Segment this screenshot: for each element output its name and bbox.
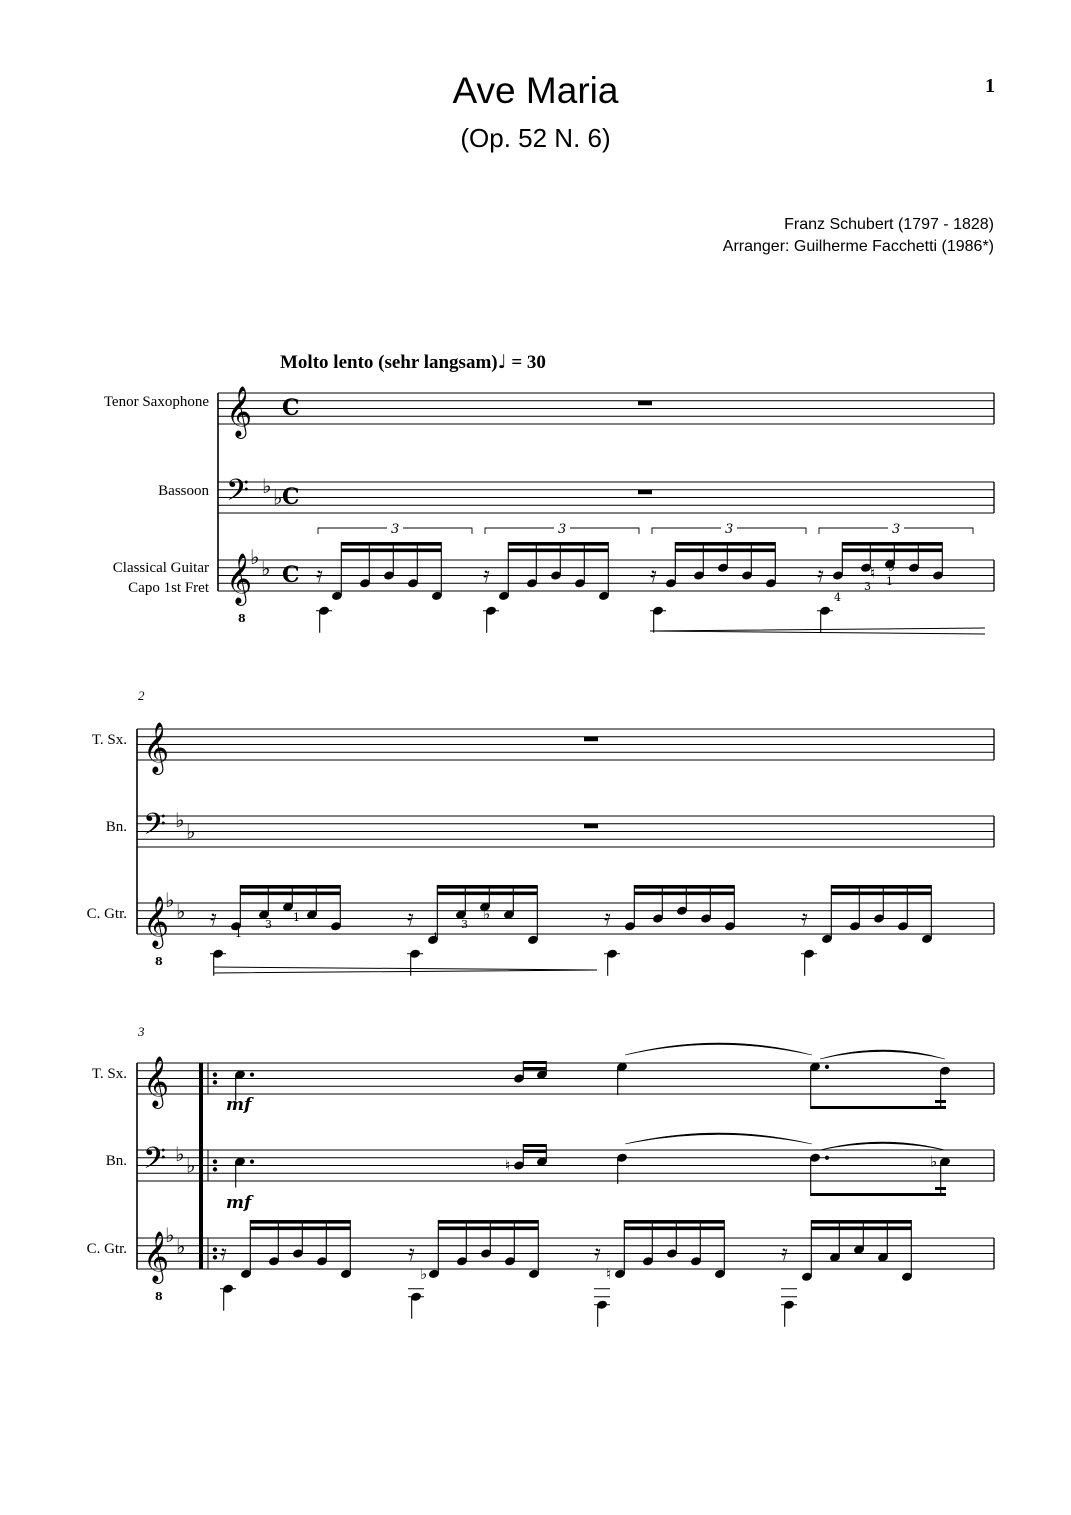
fingering-number: 1 (293, 911, 300, 924)
augmentation-dot (250, 1160, 254, 1164)
repeat-dot (213, 1255, 217, 1259)
augmentation-dot (825, 1065, 829, 1069)
short-name-tenor-sax: T. Sx. (91, 1066, 127, 1082)
sixteenth-rest: 𝄿 (210, 906, 217, 931)
augmentation-dot (250, 1073, 254, 1077)
beam (811, 1106, 946, 1109)
common-time-signature: C (282, 395, 300, 421)
slur (625, 1133, 812, 1144)
flat-accidental-icon: ♭ (483, 905, 491, 923)
natural-accidental-icon: ♮ (606, 1264, 612, 1283)
fingering-number: 3 (265, 918, 272, 931)
beam (811, 1227, 911, 1231)
sixteenth-rest: 𝄿 (483, 563, 490, 588)
bass-clef-icon: 𝄢 (226, 474, 250, 515)
tuplet-bracket (904, 528, 973, 534)
beam (624, 1227, 724, 1231)
repeat-dot (213, 1247, 217, 1251)
slur (820, 1050, 945, 1059)
repeat-dot (213, 1159, 217, 1163)
sixteenth-rest: 𝄿 (220, 1241, 227, 1266)
dynamic-marking: mf (226, 1095, 252, 1115)
piece-title: Ave Maria (452, 70, 619, 111)
fingering-number: 1 (432, 931, 439, 944)
tuplet-number: 3 (558, 522, 567, 537)
instrument-capo-note: Capo 1st Fret (128, 580, 209, 596)
whole-rest (638, 490, 652, 495)
beam (523, 1150, 546, 1153)
instrument-name-guitar: Classical Guitar (112, 560, 209, 576)
beam (508, 549, 608, 553)
short-name-guitar: C. Gtr. (86, 1241, 127, 1257)
repeat-dot (213, 1072, 217, 1076)
tuplet-bracket (819, 528, 888, 534)
short-name-tenor-sax: T. Sx. (91, 732, 127, 748)
page-number: 1 (985, 75, 995, 97)
natural-accidental-icon: ♮ (505, 1156, 511, 1175)
tuplet-bracket (652, 528, 721, 534)
beam (935, 1100, 946, 1103)
short-name-bassoon: Bn. (105, 819, 127, 835)
sixteenth-rest: 𝄿 (594, 1241, 601, 1266)
tempo-bpm: = 30 (511, 352, 546, 373)
beam (437, 885, 537, 889)
octave-eight-mark: 8 (155, 1290, 163, 1303)
flat-accidental-icon: ♭ (175, 1141, 185, 1166)
short-name-guitar: C. Gtr. (86, 906, 127, 922)
short-name-bassoon: Bn. (105, 1153, 127, 1169)
flat-accidental-icon: ♭ (186, 819, 196, 844)
beam (341, 542, 441, 546)
repeat-dot (213, 1080, 217, 1084)
tuplet-bracket (318, 528, 387, 534)
fingering-number: 3 (461, 918, 468, 931)
beam (831, 885, 931, 889)
sixteenth-rest: 𝄿 (781, 1241, 788, 1266)
beam (523, 1067, 546, 1070)
measure-number: 3 (138, 1024, 145, 1039)
beam (831, 892, 931, 896)
sixteenth-rest: 𝄿 (316, 563, 323, 588)
flat-accidental-icon: ♭ (165, 888, 175, 912)
treble-clef-icon: 𝄞 (226, 553, 253, 604)
whole-rest (638, 401, 652, 406)
beam (811, 1220, 911, 1224)
tuplet-number: 3 (725, 522, 734, 537)
quarter-note-icon: ♩ (497, 351, 507, 373)
arranger-credit: Arranger: Guilherme Facchetti (1986*) (722, 238, 994, 255)
beam (634, 892, 734, 896)
treble-clef-icon: 𝄞 (143, 896, 170, 947)
flat-accidental-icon: ♭ (261, 556, 271, 581)
beam (842, 549, 942, 553)
flat-accidental-icon: ♭ (186, 1153, 196, 1178)
beam (250, 1220, 350, 1224)
tuplet-bracket (570, 528, 639, 534)
common-time-signature: C (282, 562, 300, 588)
flat-accidental-icon: ♭ (888, 557, 896, 575)
flat-accidental-icon: ♭ (420, 1264, 428, 1283)
flat-accidental-icon: ♭ (165, 1223, 175, 1247)
beam (250, 1227, 350, 1231)
whole-rest (584, 824, 598, 829)
beam (624, 1220, 724, 1224)
repeat-dot (213, 1167, 217, 1171)
common-time-signature: C (282, 484, 300, 510)
sixteenth-rest: 𝄿 (407, 906, 414, 931)
flat-accidental-icon: ♭ (930, 1152, 938, 1171)
tuplet-bracket (737, 528, 806, 534)
sixteenth-rest: 𝄿 (604, 906, 611, 931)
flat-accidental-icon: ♭ (176, 899, 186, 924)
sixteenth-rest: 𝄿 (801, 906, 808, 931)
beam (437, 892, 537, 896)
beam (438, 1220, 538, 1224)
flat-accidental-icon: ♭ (262, 473, 272, 498)
fingering-number: 1 (886, 575, 893, 588)
beam (341, 549, 441, 553)
dynamic-marking: mf (226, 1193, 252, 1213)
tuplet-number: 3 (391, 522, 400, 537)
beam (523, 1144, 546, 1147)
flat-accidental-icon: ♭ (175, 807, 185, 832)
hairpin (650, 628, 985, 634)
augmentation-dot (825, 1156, 829, 1160)
flat-accidental-icon: ♭ (176, 1234, 186, 1259)
flat-accidental-icon: ♭ (250, 545, 260, 569)
natural-accidental-icon: ♮ (870, 564, 876, 582)
tuplet-number: 3 (892, 522, 901, 537)
sixteenth-rest: 𝄿 (408, 1241, 415, 1266)
instrument-name-tenor-sax: Tenor Saxophone (103, 394, 209, 410)
hairpin (214, 967, 597, 973)
bass-clef-icon: 𝄢 (143, 1142, 167, 1183)
beam (240, 892, 340, 896)
system-repeat-bar (199, 1063, 203, 1269)
treble-clef-icon: 𝄞 (226, 386, 253, 437)
tempo-text: Molto lento (sehr langsam) (280, 352, 498, 373)
flat-accidental-icon: ♭ (273, 485, 283, 510)
slur (820, 1142, 945, 1150)
treble-clef-icon: 𝄞 (143, 1231, 170, 1282)
beam (523, 1061, 546, 1064)
beam (675, 542, 775, 546)
treble-clef-icon: 𝄞 (143, 1056, 170, 1107)
tuplet-bracket (485, 528, 554, 534)
beam (842, 542, 942, 546)
tuplet-bracket (403, 528, 472, 534)
fingering-number: 1 (235, 927, 242, 940)
beam (508, 542, 608, 546)
bass-clef-icon: 𝄢 (143, 808, 167, 849)
instrument-name-bassoon: Bassoon (158, 483, 209, 499)
sixteenth-rest: 𝄿 (817, 563, 824, 588)
piece-subtitle: (Op. 52 N. 6) (460, 123, 611, 153)
slur (625, 1043, 812, 1055)
beam (240, 885, 340, 889)
octave-eight-mark: 8 (238, 612, 246, 625)
beam (634, 885, 734, 889)
sixteenth-rest: 𝄿 (650, 563, 657, 588)
measure-number: 2 (138, 688, 145, 703)
fingering-number: 4 (834, 591, 841, 604)
octave-eight-mark: 8 (155, 955, 163, 968)
beam (935, 1187, 946, 1190)
treble-clef-icon: 𝄞 (143, 722, 170, 773)
whole-rest (584, 737, 598, 742)
beam (675, 549, 775, 553)
composer-credit: Franz Schubert (1797 - 1828) (784, 216, 994, 233)
beam (438, 1227, 538, 1231)
fingering-number: 3 (864, 580, 871, 593)
beam (811, 1193, 946, 1196)
